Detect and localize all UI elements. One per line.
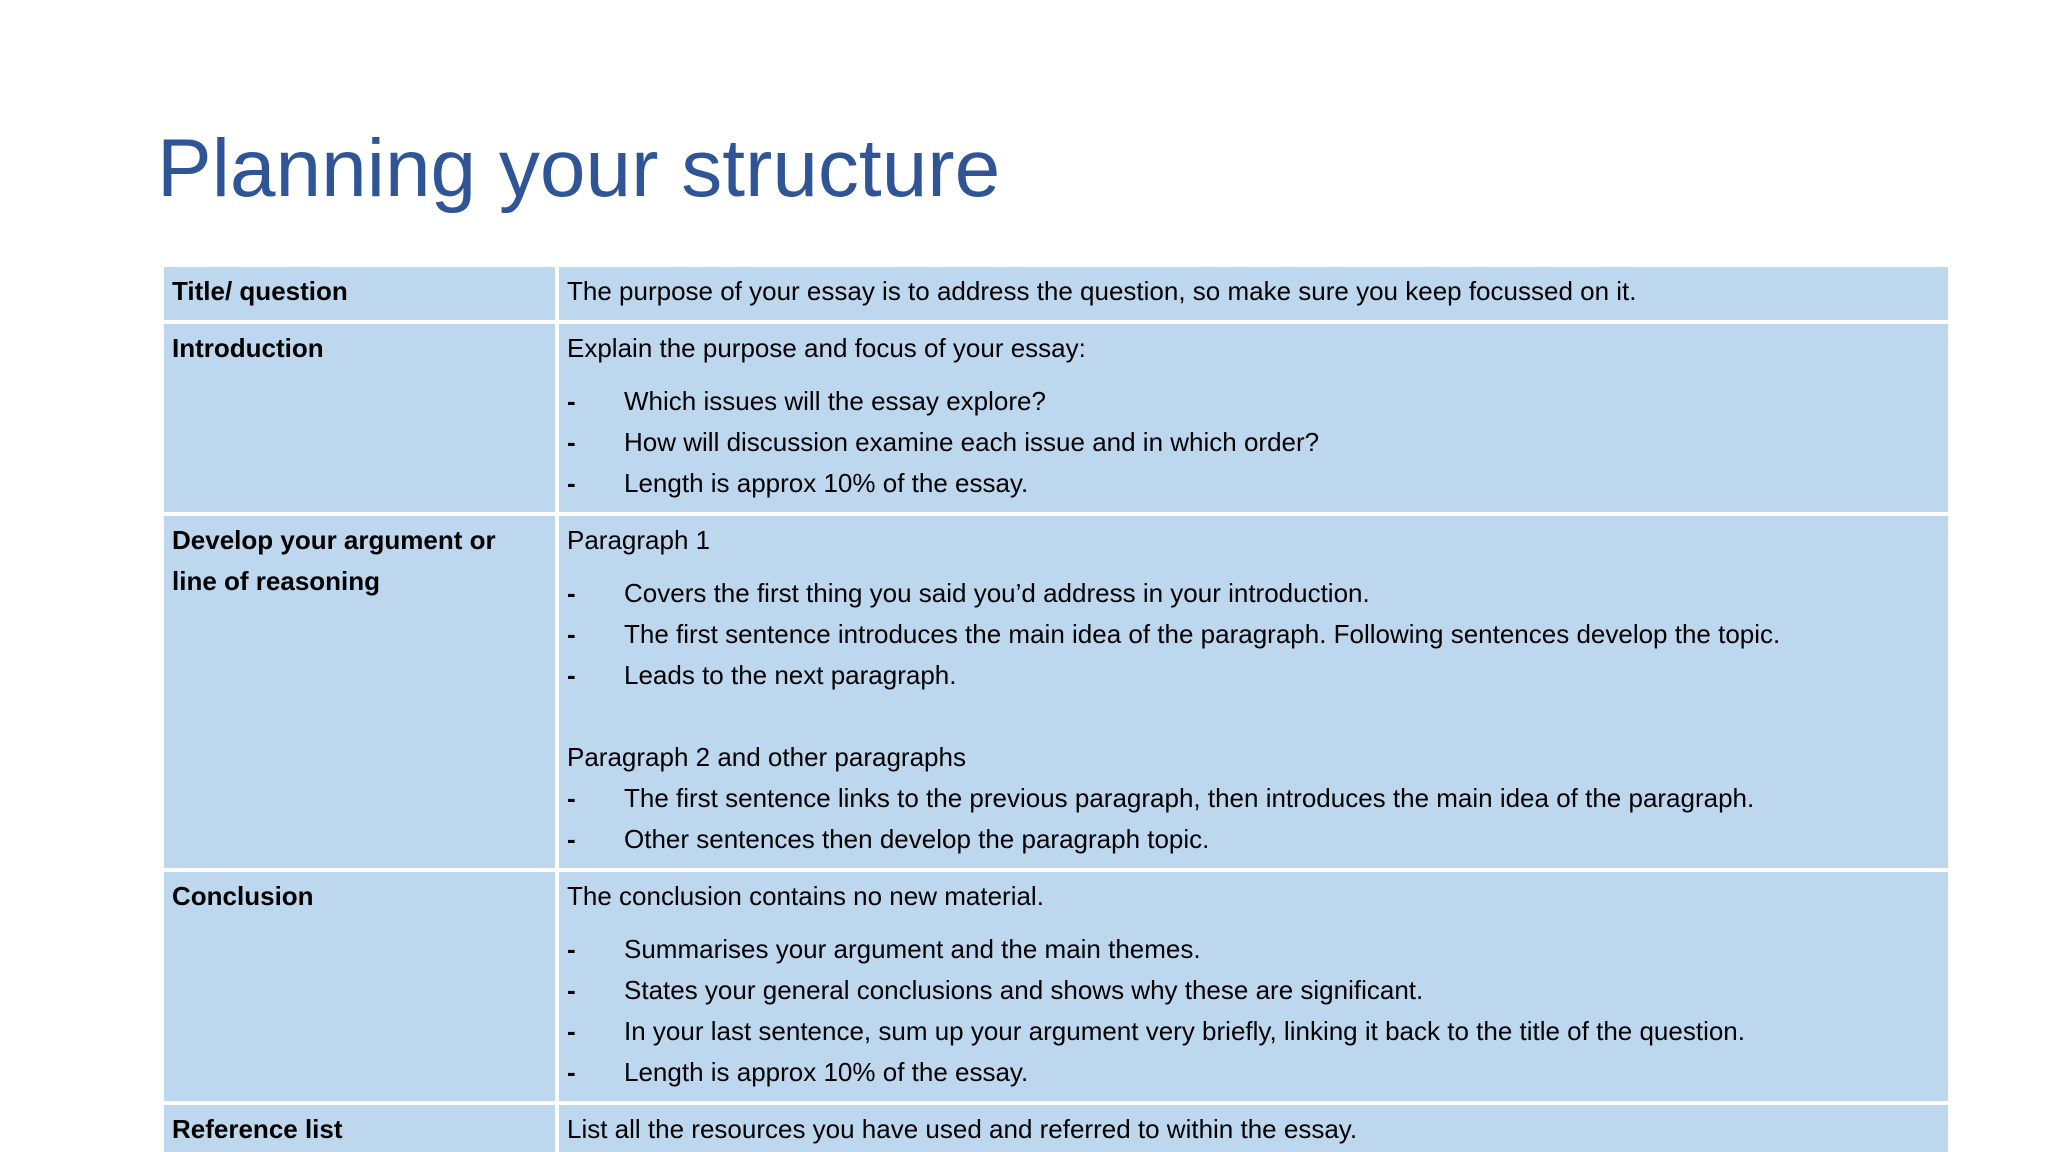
essay-structure-table — [160, 263, 1952, 1152]
dash-marker: - — [567, 386, 576, 416]
row-content-develop-argument — [557, 514, 1950, 870]
row-content-reference-list — [557, 1103, 1950, 1152]
row-content-text: The purpose of your essay is to address the question, so make sure you keep focussed on it. — [567, 276, 1637, 306]
list-item-text: Covers the first thing you said you’d address in your introduction. — [624, 578, 1370, 608]
dash-marker: - — [567, 934, 576, 964]
dash-marker: - — [567, 783, 576, 813]
dash-marker: - — [567, 619, 576, 649]
paragraph-gap — [567, 696, 1940, 737]
row-content-text: The conclusion contains no new material. — [567, 881, 1044, 911]
row-label-text: Reference list — [172, 1114, 343, 1144]
list-item-text: In your last sentence, sum up your argument very briefly, linking it back to the title of the question. — [624, 1016, 1745, 1046]
list-item — [567, 778, 1940, 819]
row-content-text: List all the resources you have used and referred to within the essay. — [567, 1114, 1358, 1144]
dash-marker: - — [567, 1016, 576, 1046]
row-content-introduction — [557, 322, 1950, 514]
table-row — [162, 1103, 1950, 1152]
table-row — [162, 322, 1950, 514]
row-label-text: Develop your argument or line of reasoning — [172, 525, 496, 596]
list-item — [567, 422, 1940, 463]
list-item — [567, 1011, 1940, 1052]
dash-marker: - — [567, 427, 576, 457]
dash-marker: - — [567, 578, 576, 608]
list-item-text: The first sentence links to the previous paragraph, then introduces the main idea of the paragraph. — [624, 783, 1755, 813]
list-item — [567, 655, 1940, 696]
row-content-title-question — [557, 265, 1950, 322]
dash-marker: - — [567, 468, 576, 498]
list-item — [567, 970, 1940, 1011]
row-label-title-question — [162, 265, 557, 322]
slide-title: Planning your structure — [157, 123, 1001, 214]
list-item-text: Summarises your argument and the main themes. — [624, 934, 1201, 964]
row-label-text: Introduction — [172, 333, 324, 363]
row-label-develop-argument — [162, 514, 557, 870]
dash-marker: - — [567, 824, 576, 854]
bullet-list — [567, 929, 1940, 1093]
list-item-text: Other sentences then develop the paragraph topic. — [624, 824, 1210, 854]
dash-marker: - — [567, 1057, 576, 1087]
table-row — [162, 514, 1950, 870]
row-content-conclusion — [557, 870, 1950, 1103]
dash-marker: - — [567, 660, 576, 690]
bullet-list — [567, 778, 1940, 860]
dash-marker: - — [567, 975, 576, 1005]
row-label-text: Title/ question — [172, 276, 348, 306]
list-item — [567, 381, 1940, 422]
list-item — [567, 573, 1940, 614]
list-item-text: How will discussion examine each issue and in which order? — [624, 427, 1320, 457]
list-item-text: Length is approx 10% of the essay. — [624, 468, 1029, 498]
bullet-list — [567, 381, 1940, 504]
row-label-introduction — [162, 322, 557, 514]
table-row — [162, 870, 1950, 1103]
list-item — [567, 614, 1940, 655]
list-item — [567, 819, 1940, 860]
row-content-text: Paragraph 1 — [567, 525, 711, 555]
row-label-text: Conclusion — [172, 881, 314, 911]
table-row — [162, 265, 1950, 322]
list-item-text: The first sentence introduces the main idea of the paragraph. Following sentences develop the topic. — [624, 619, 1781, 649]
list-item — [567, 463, 1940, 504]
bullet-list — [567, 573, 1940, 696]
list-item — [567, 929, 1940, 970]
row-label-conclusion — [162, 870, 557, 1103]
list-item-text: Leads to the next paragraph. — [624, 660, 957, 690]
list-item-text: Length is approx 10% of the essay. — [624, 1057, 1029, 1087]
list-item-text: Which issues will the essay explore? — [624, 386, 1046, 416]
list-item — [567, 1052, 1940, 1093]
row-content-text: Explain the purpose and focus of your essay: — [567, 333, 1086, 363]
row-content-text: Paragraph 2 and other paragraphs — [567, 742, 966, 772]
list-item-text: States your general conclusions and shows why these are significant. — [624, 975, 1424, 1005]
row-label-reference-list — [162, 1103, 557, 1152]
